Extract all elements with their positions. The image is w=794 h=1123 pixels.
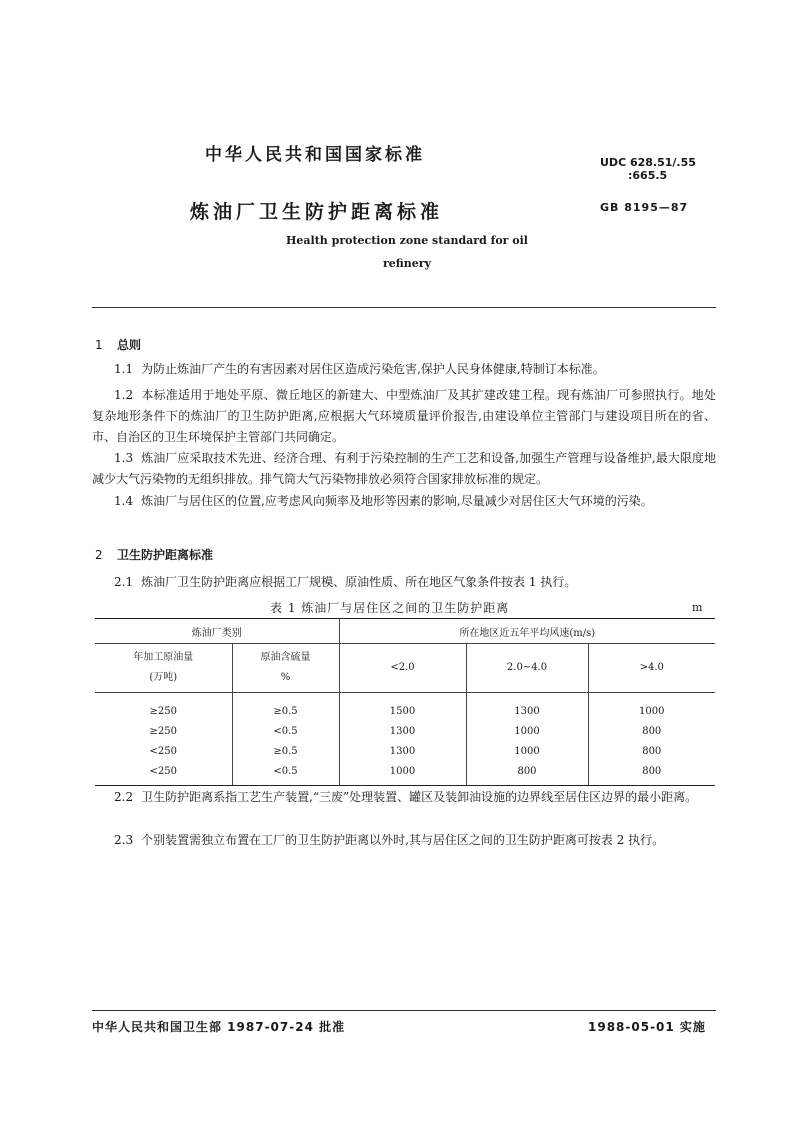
udc-code: UDC 628.51/.55 — [600, 156, 696, 169]
col-header-sulfur-line2: % — [280, 672, 291, 683]
cell-capacity: <250 — [95, 741, 232, 761]
footer-rule — [92, 1010, 716, 1011]
cell-wind-high: 1000 — [588, 693, 715, 722]
cell-wind-high: 800 — [588, 741, 715, 761]
paragraph-text: 炼油厂应采取技术先进、经济合理、有利于污染控制的生产工艺和设备,加强生产管理与设备维护,最大限度地减少大气污染物的无组织排放。排气筒大气污染物排放必须符合国家排放标准的规定。 — [92, 451, 716, 486]
cell-wind-high: 800 — [588, 761, 715, 786]
paragraph-number: 2.3 — [114, 833, 134, 847]
col-header-wind-mid: 2.0~4.0 — [466, 644, 588, 693]
cell-wind-low: 1300 — [339, 721, 466, 741]
section-1-heading — [95, 336, 141, 353]
cell-capacity: ≥250 — [95, 693, 232, 722]
cell-wind-mid: 1000 — [466, 721, 588, 741]
cell-sulfur: ≥0.5 — [232, 741, 339, 761]
paragraph-number: 2.2 — [114, 790, 134, 804]
col-header-sulfur — [232, 644, 339, 693]
paragraph-2-3 — [92, 830, 716, 851]
paragraph-text: 为防止炼油厂产生的有害因素对居住区造成污染危害,保护人民身体健康,特制订本标准。 — [141, 362, 605, 376]
cell-wind-high: 800 — [588, 721, 715, 741]
cell-wind-mid: 1000 — [466, 741, 588, 761]
cell-capacity: <250 — [95, 761, 232, 786]
table-row — [95, 741, 715, 761]
paragraph-number: 1.2 — [114, 388, 134, 402]
document-title: 炼油厂卫生防护距离标准 — [190, 201, 444, 223]
standard-type: 中华人民共和国国家标准 — [205, 145, 425, 165]
table-1 — [95, 618, 715, 786]
section-title: 卫生防护距离标准 — [117, 548, 214, 562]
paragraph-text: 炼油厂与居住区的位置,应考虑风向频率及地形等因素的影响,尽量减少对居住区大气环境的污染。 — [141, 494, 653, 508]
table-row — [95, 761, 715, 786]
group-header-wind-speed: 所在地区近五年平均风速(m/s) — [339, 619, 715, 644]
cell-wind-low: 1500 — [339, 693, 466, 722]
cell-wind-low: 1000 — [339, 761, 466, 786]
col-header-wind-low: <2.0 — [339, 644, 466, 693]
udc-code-cont: :665.5 — [628, 169, 668, 182]
gb-code: GB 8195—87 — [600, 201, 689, 214]
cell-capacity: ≥250 — [95, 721, 232, 741]
paragraph-1-1 — [92, 359, 716, 380]
cell-sulfur: <0.5 — [232, 761, 339, 786]
header-rule — [92, 307, 716, 308]
approval-line: 中华人民共和国卫生部 1987-07-24 批准 — [92, 1020, 346, 1034]
cell-sulfur: ≥0.5 — [232, 693, 339, 722]
table-caption: 表 1 炼油厂与居住区之间的卫生防护距离 — [270, 601, 510, 615]
paragraph-text: 炼油厂卫生防护距离应根据工厂规模、原油性质、所在地区气象条件按表 1 执行。 — [141, 575, 577, 589]
cell-wind-low: 1300 — [339, 741, 466, 761]
section-title: 总则 — [117, 338, 142, 352]
section-number: 1 — [95, 338, 103, 352]
paragraph-number: 1.4 — [114, 494, 134, 508]
paragraph-2-1 — [92, 572, 716, 593]
col-header-capacity — [95, 644, 232, 693]
paragraph-1-4 — [92, 491, 716, 512]
paragraph-number: 1.1 — [114, 362, 134, 376]
section-2-heading — [95, 546, 213, 563]
col-header-sulfur-line1: 原油含硫量 — [260, 652, 311, 663]
paragraph-number: 2.1 — [114, 575, 134, 589]
table-row — [95, 693, 715, 722]
table-row — [95, 721, 715, 741]
paragraph-number: 1.3 — [114, 451, 134, 465]
paragraph-1-3 — [92, 448, 716, 490]
paragraph-1-2 — [92, 385, 716, 448]
section-number: 2 — [95, 548, 103, 562]
paragraph-2-2 — [92, 787, 716, 808]
group-header-refinery-category: 炼油厂类别 — [95, 619, 339, 644]
english-title-line1: Health protection zone standard for oil — [286, 234, 528, 247]
english-title-line2: refinery — [383, 257, 431, 270]
col-header-capacity-line2: (万吨) — [149, 672, 178, 683]
cell-wind-mid: 800 — [466, 761, 588, 786]
paragraph-text: 卫生防护距离系指工艺生产装置,“三废”处理装置、罐区及装卸油设施的边界线至居住区边界的最小距离。 — [141, 790, 698, 804]
table-column-header-row — [95, 644, 715, 693]
implementation-date: 1988-05-01 实施 — [588, 1020, 706, 1034]
paragraph-text: 本标准适用于地处平原、微丘地区的新建大、中型炼油厂及其扩建改建工程。现有炼油厂可参照执行。地处复杂地形条件下的炼油厂的卫生防护距离,应根据大气环境质量评价报告,由建设单位主管部门与建设项目所在的省、市、自治区的卫生环境保护主管部门共同确定。 — [92, 388, 716, 444]
cell-sulfur: <0.5 — [232, 721, 339, 741]
table-unit: m — [692, 601, 703, 614]
col-header-wind-high: >4.0 — [588, 644, 715, 693]
table-group-header-row — [95, 619, 715, 644]
col-header-capacity-line1: 年加工原油量 — [133, 652, 194, 663]
cell-wind-mid: 1300 — [466, 693, 588, 722]
paragraph-text: 个别装置需独立布置在工厂的卫生防护距离以外时,其与居住区之间的卫生防护距离可按表 2 执行。 — [141, 833, 665, 847]
